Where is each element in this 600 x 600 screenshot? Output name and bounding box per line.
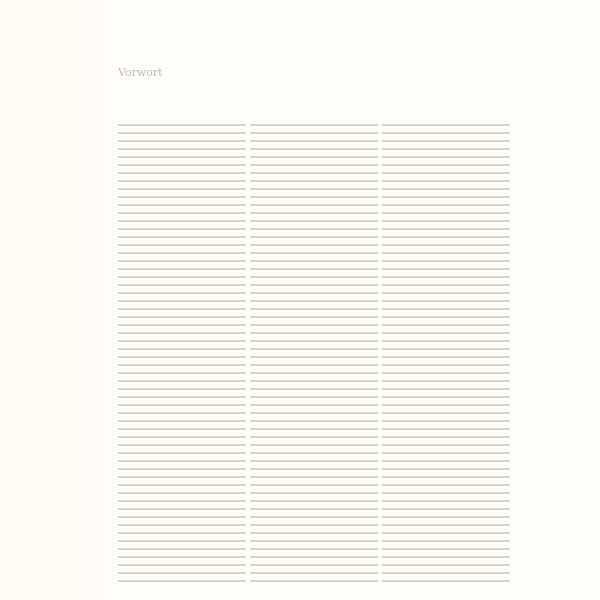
text-column-2 xyxy=(250,121,378,586)
page-title: Vorwort xyxy=(118,66,163,79)
text-column-1 xyxy=(118,121,246,586)
text-column-3 xyxy=(382,121,510,586)
